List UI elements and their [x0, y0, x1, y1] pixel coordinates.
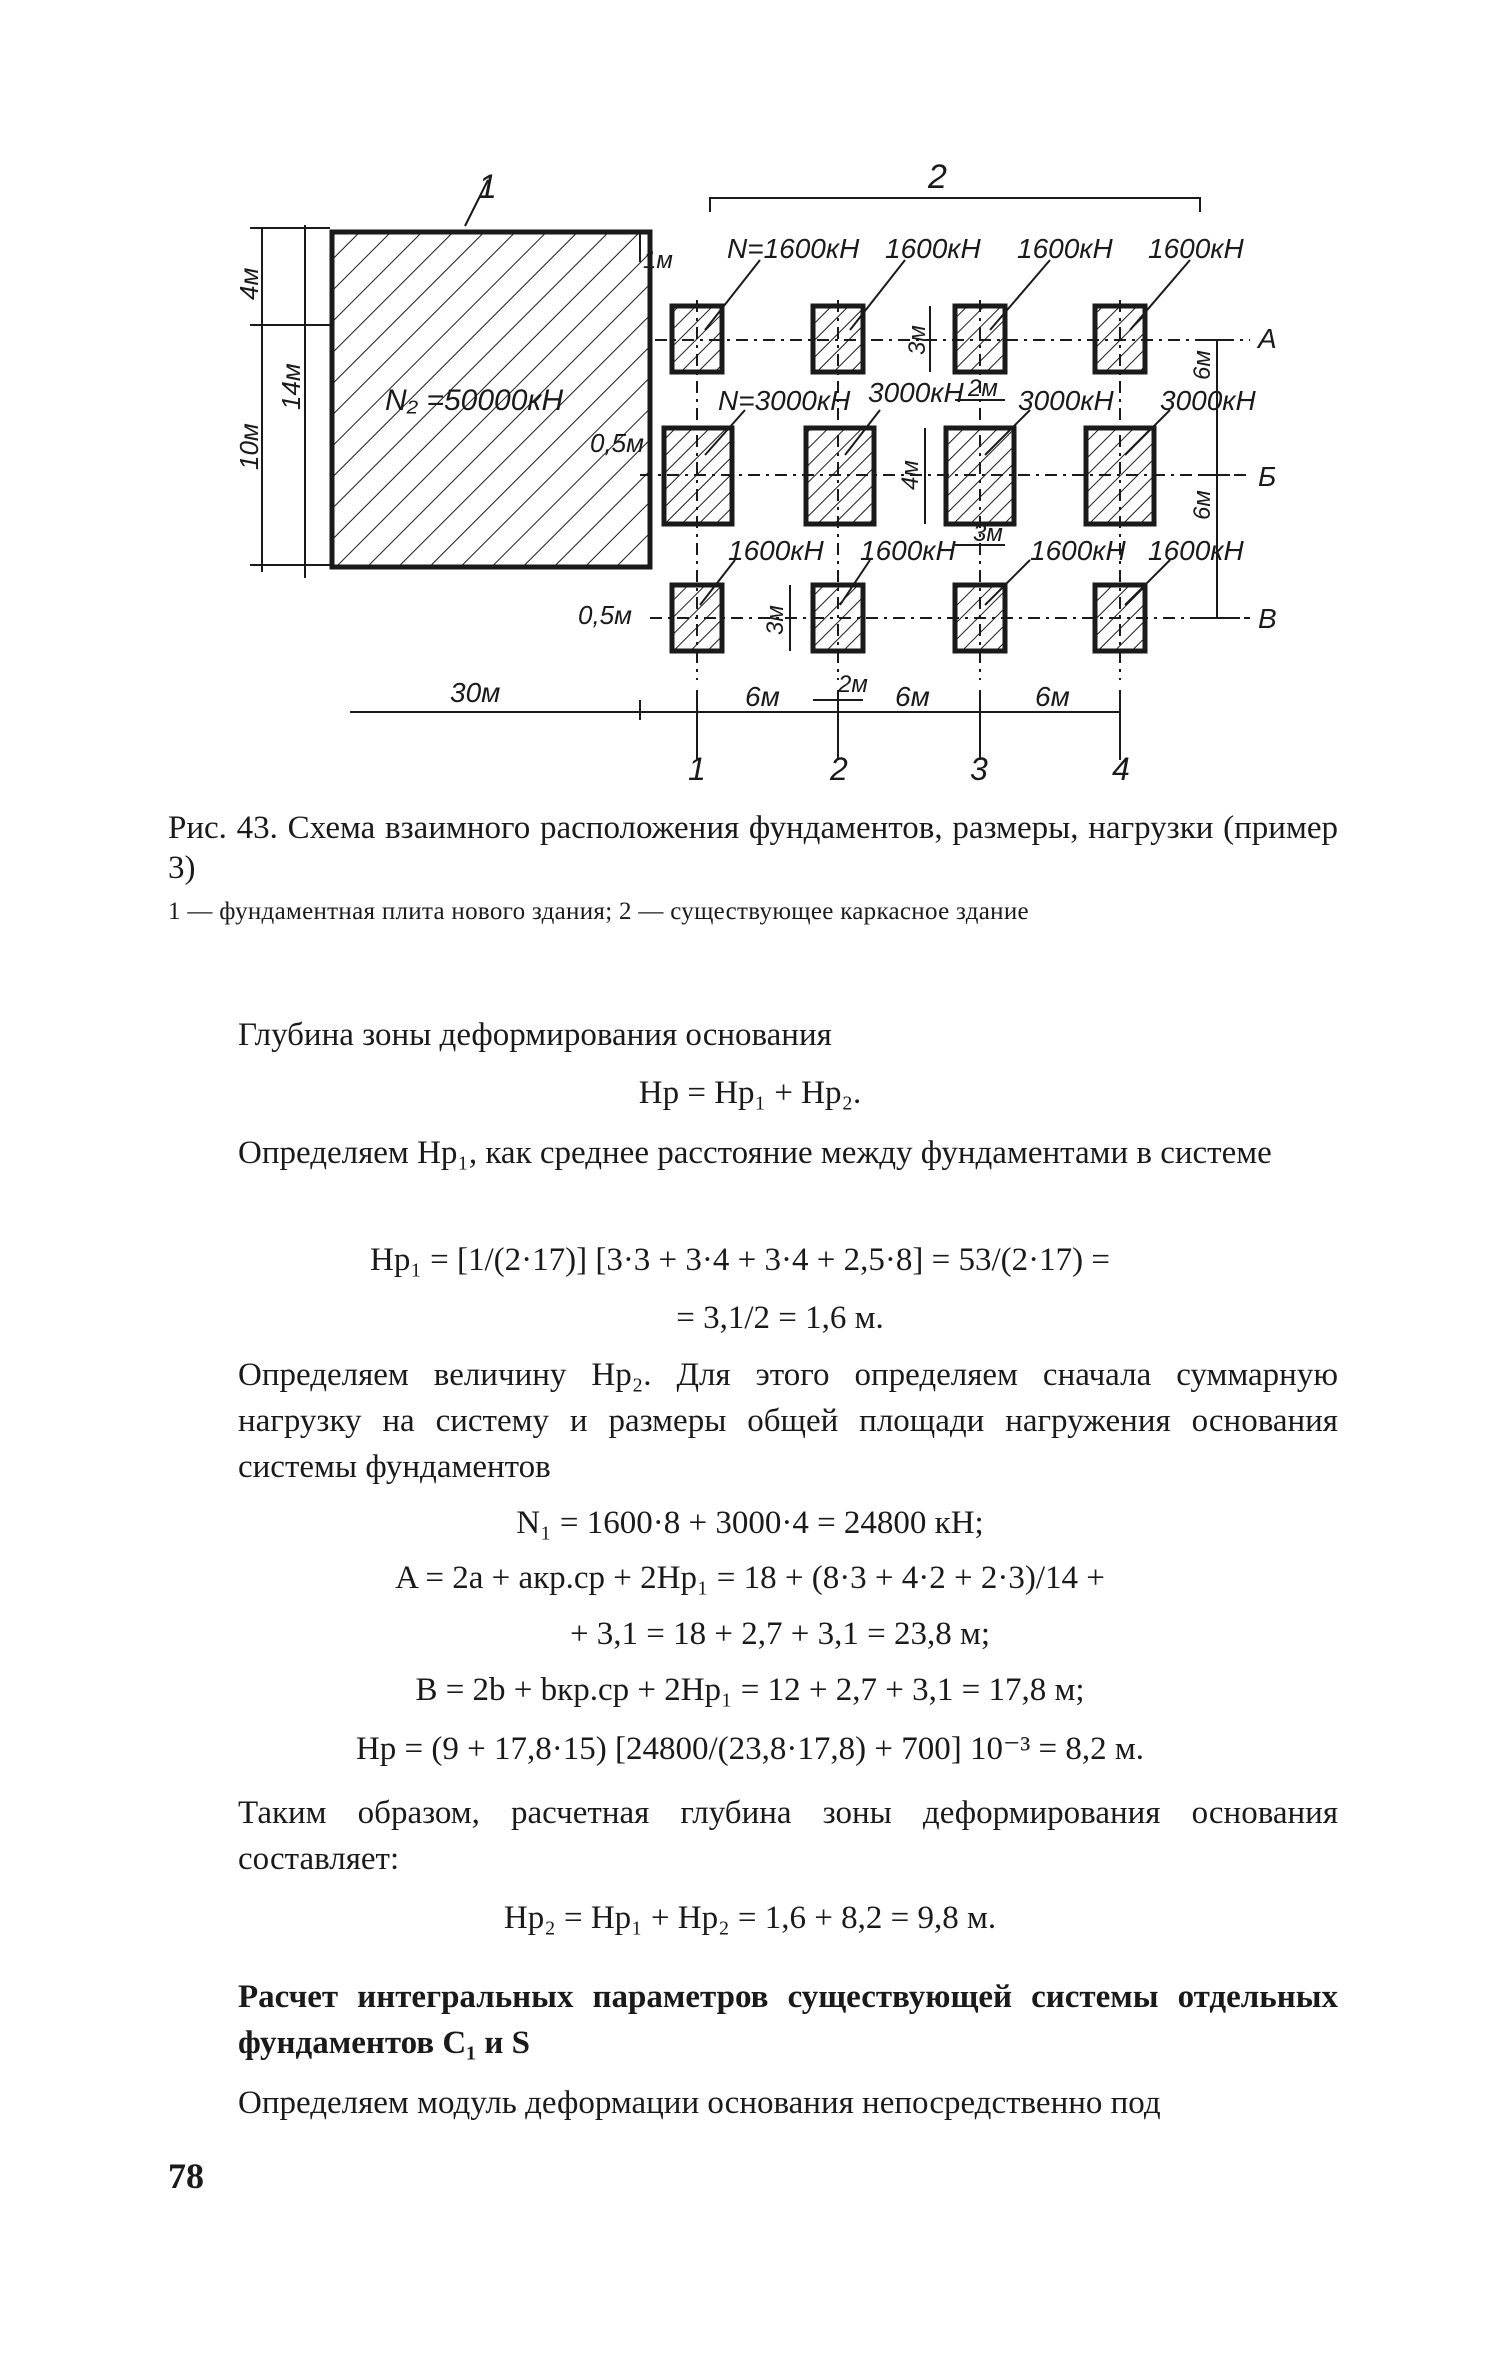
load-label-v4: 1600кН	[1148, 535, 1244, 566]
equation-3: N₁ = 1600·8 + 3000·4 = 24800 кН;	[516, 1505, 984, 1541]
paragraph-5: Определяем модуль деформации основания непосредственно под	[238, 2085, 1161, 2121]
dim-05m-bottom: 0,5м	[578, 600, 632, 630]
figure-legend: 1 — фундаментная плита нового здания; 2 — существующее каркасное здание	[168, 898, 1029, 925]
paragraph-4: Таким образом, расчетная глубина зоны деформирования основания составляет:	[238, 1795, 1338, 1877]
column-label-3: 3	[970, 751, 988, 787]
footing-v2	[813, 585, 863, 651]
dim-6m-1: 6м	[745, 681, 780, 712]
dim-4m-b: 4м	[897, 460, 924, 490]
footing-a2	[813, 306, 863, 372]
column-label-1: 1	[688, 751, 706, 787]
load-label-a3: 1600кН	[1017, 233, 1113, 264]
dim-6m-2: 6м	[895, 681, 930, 712]
page-number: 78	[168, 2156, 204, 2196]
load-label-a2: 1600кН	[885, 233, 981, 264]
equation-4a: A = 2a + aкр.ср + 2Hр₁ = 18 + (8·3 + 4·2 + 2·3)/14 +	[395, 1560, 1105, 1596]
load-label-n-mid: N=3000кН	[718, 385, 851, 416]
figure-caption: Рис. 43. Схема взаимного расположения фундаментов, размеры, нагрузки (пример 3)	[168, 810, 1338, 886]
dim-3m-v: 3м	[762, 605, 789, 635]
footing-b3	[946, 428, 1014, 524]
foundation-layout-diagram	[0, 0, 1500, 800]
dim-6m-right-bottom: 6м	[1189, 490, 1216, 520]
equation-6: Hр = (9 + 17,8·15) [24800/(23,8·17,8) + 700] 10⁻³ = 8,2 м.	[355, 1731, 1145, 1767]
footing-b4	[1086, 428, 1154, 524]
paragraph-3: Определяем величину Hр₂. Для этого определяем сначала суммарную нагрузку на систему и размеры общей площади нагружения основания системы фундаментов	[238, 1357, 1338, 1485]
dim-6m-right-top: 6м	[1189, 350, 1216, 380]
column-label-2: 2	[830, 751, 848, 787]
footing-a1	[672, 306, 722, 372]
dim-4m: 4м	[234, 267, 264, 300]
equation-5: B = 2b + bкр.ср + 2Hр₁ = 12 + 2,7 + 3,1 = 17,8 м;	[415, 1672, 1085, 1708]
dim-6m-3: 6м	[1035, 681, 1070, 712]
section-heading: Расчет интегральных параметров существующей системы отдельных фундаментов C₁ и S	[238, 1979, 1338, 2061]
paragraph-2-line1	[238, 1130, 1338, 1176]
footing-b2	[806, 428, 874, 524]
dim-3m-a: 3м	[904, 325, 931, 355]
dim-05m-top: 0,5м	[590, 428, 644, 458]
paragraph-1: Глубина зоны деформирования основания	[238, 1017, 832, 1053]
footing-v3	[955, 585, 1005, 651]
dim-2m-v: 2м	[838, 671, 868, 698]
load-label-a4: 1600кН	[1148, 233, 1244, 264]
equation-1: Hр = Hр₁ + Hр₂.	[638, 1075, 862, 1111]
axis-label-b: Б	[1258, 461, 1277, 492]
footing-v4	[1095, 585, 1145, 651]
load-label-b3: 3000кН	[1018, 385, 1114, 416]
building-marker: 2	[928, 158, 947, 196]
dim-14m: 14м	[276, 363, 306, 410]
dim-10m: 10м	[234, 423, 264, 470]
plate-load-label: N₂ =50000кН	[385, 384, 564, 417]
load-label-v1: 1600кН	[728, 535, 824, 566]
paragraph-2: Определяем Hр₁, как среднее расстояние между фундаментами в системе	[238, 1135, 1272, 1171]
load-label-n-top: N=1600кН	[727, 233, 860, 264]
dim-30m: 30м	[450, 677, 501, 708]
load-label-b2: 3000кН	[868, 377, 964, 408]
footing-a3	[955, 306, 1005, 372]
footing-v1	[672, 585, 722, 651]
equation-7: Hр₂ = Hр₁ + Hр₂ = 1,6 + 8,2 = 9,8 м.	[503, 1900, 997, 1936]
axis-label-v: В	[1258, 603, 1277, 634]
footing-b1	[664, 428, 732, 524]
load-label-v2: 1600кН	[860, 535, 956, 566]
load-label-b4: 3000кН	[1160, 385, 1256, 416]
dim-1m: 1м	[643, 247, 673, 274]
dim-2m-a: 2м	[968, 375, 998, 402]
dim-3m-b: 3м	[973, 520, 1003, 547]
axis-label-a: А	[1258, 323, 1277, 354]
equation-2a: Hр₁ = [1/(2·17)] [3·3 + 3·4 + 3·4 + 2,5·8] = 53/(2·17) =	[370, 1242, 1110, 1278]
plate-marker: 1	[478, 168, 497, 206]
column-label-4: 4	[1112, 751, 1130, 787]
footing-a4	[1095, 306, 1145, 372]
equation-2b: = 3,1/2 = 1,6 м.	[676, 1300, 884, 1336]
equation-4b: + 3,1 = 18 + 2,7 + 3,1 = 23,8 м;	[569, 1616, 991, 1652]
load-label-v3: 1600кН	[1030, 535, 1126, 566]
